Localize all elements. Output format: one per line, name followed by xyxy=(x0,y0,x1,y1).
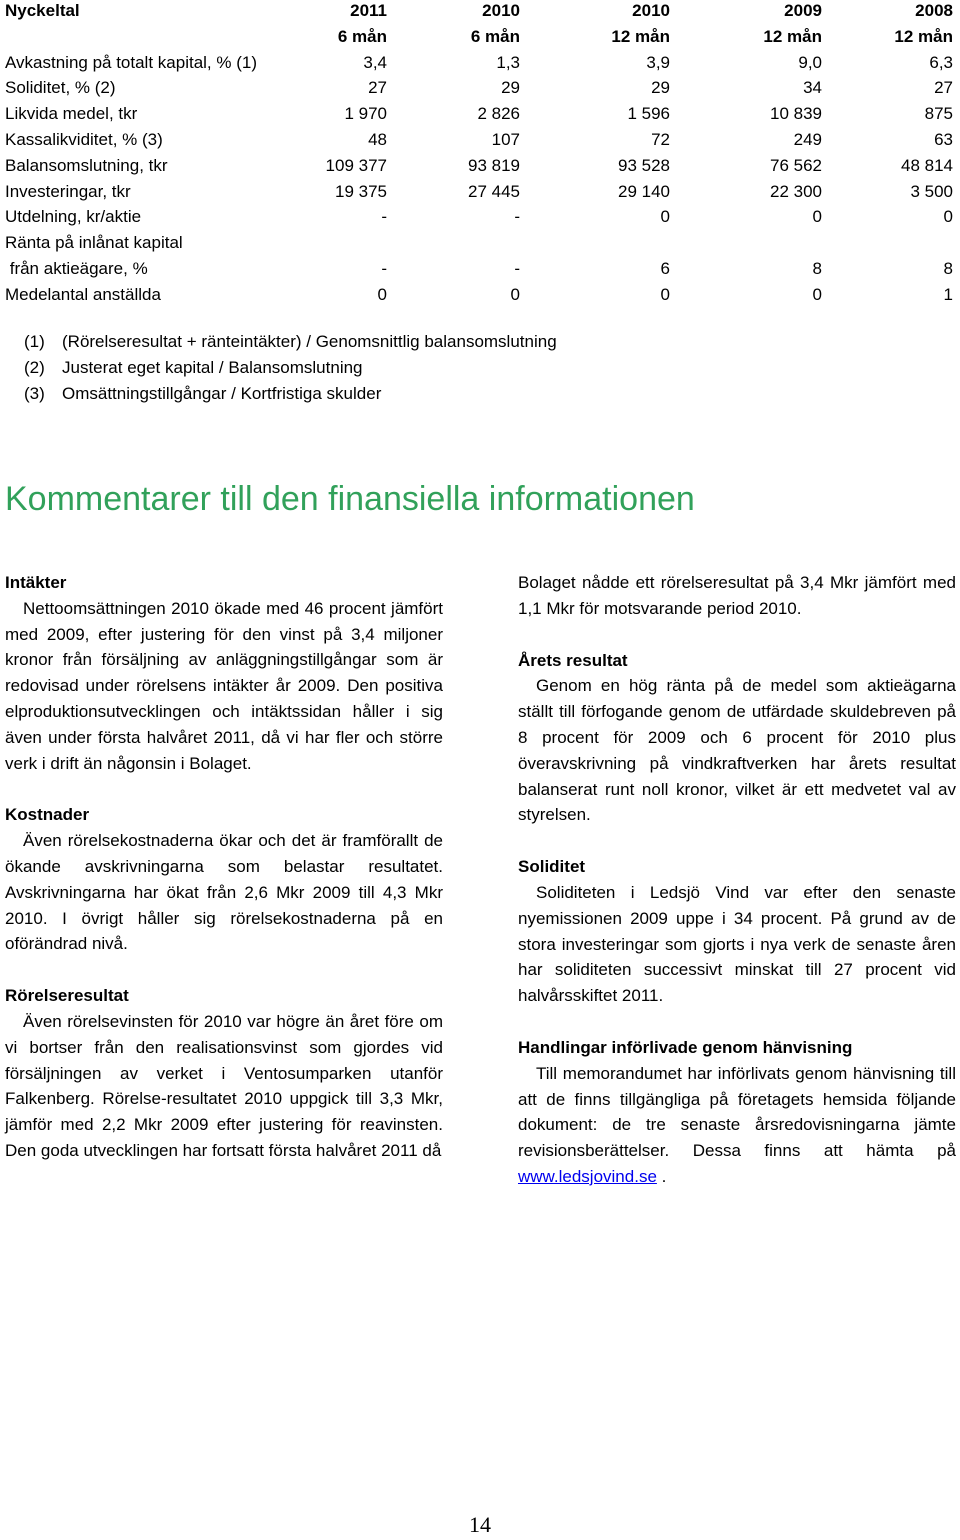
table-cell: 107 xyxy=(491,129,520,149)
table-row xyxy=(5,127,953,153)
intakter-heading: Intäkter xyxy=(5,573,67,592)
link-suffix: . xyxy=(656,1166,667,1186)
table-cell xyxy=(387,230,520,256)
column-period: 12 mån xyxy=(611,26,670,46)
table-cell xyxy=(520,230,670,256)
column-header xyxy=(290,0,387,50)
column-period: 6 mån xyxy=(337,26,387,46)
table-cell: 1,3 xyxy=(496,52,520,72)
table-cell: 8 xyxy=(812,258,822,278)
table-cell: 72 xyxy=(651,129,670,149)
table-row xyxy=(5,282,953,308)
column-period: 12 mån xyxy=(763,26,822,46)
section-title: Kommentarer till den finansiella informationen xyxy=(5,480,695,518)
row-label: Soliditet, % (2) xyxy=(5,78,116,98)
table-row xyxy=(5,256,953,282)
table-cell: 29 xyxy=(651,78,670,98)
commentary-left-column xyxy=(5,570,443,1164)
table-cell: 6,3 xyxy=(929,52,953,72)
table-cell: 1 xyxy=(943,284,953,304)
table-cell: - xyxy=(381,258,387,278)
footnote-text: Omsättningstillgångar / Kortfristiga skulder xyxy=(62,383,382,403)
table-cell: - xyxy=(514,207,520,227)
handlingar-heading: Handlingar införlivade genom hänvisning xyxy=(518,1037,853,1057)
table-cell: 0 xyxy=(660,207,670,227)
table-cell: 34 xyxy=(803,78,822,98)
column-year: 2009 xyxy=(784,1,822,20)
table-cell: 2 826 xyxy=(477,104,520,124)
table-cell: 10 839 xyxy=(770,104,822,124)
table-cell: 48 814 xyxy=(901,155,953,175)
table-header-label: Nyckeltal xyxy=(5,1,80,20)
table-cell: 3,4 xyxy=(363,52,387,72)
table-cell: 3,9 xyxy=(646,52,670,72)
table-cell: 875 xyxy=(924,104,953,124)
intro-paragraph: Bolaget nådde ett rörelseresultat på 3,4 Mkr jämfört med 1,1 Mkr för motsvarande period 2010. xyxy=(518,573,956,618)
row-label: Investeringar, tkr xyxy=(5,181,131,201)
footnote-number: (1) xyxy=(24,332,45,351)
table-cell: 249 xyxy=(793,129,822,149)
table-cell: 3 500 xyxy=(910,181,953,201)
column-header xyxy=(822,0,953,50)
kostnader-heading: Kostnader xyxy=(5,805,90,825)
table-cell: 1 970 xyxy=(344,104,387,124)
table-row xyxy=(5,50,953,76)
table-cell: 0 xyxy=(812,284,822,304)
table-cell: 29 140 xyxy=(618,181,670,201)
table-cell: 9,0 xyxy=(798,52,822,72)
arets-resultat-heading: Årets resultat xyxy=(518,650,628,670)
footnote-text: (Rörelseresultat + ränteintäkter) / Genomsnittlig balansomslutning xyxy=(62,332,557,351)
footnote-text: Justerat eget kapital / Balansomslutning xyxy=(62,357,363,377)
footnote xyxy=(24,355,557,381)
soliditet-heading: Soliditet xyxy=(518,857,586,877)
table-cell: 109 377 xyxy=(325,155,387,175)
soliditet-paragraph: Soliditeten i Ledsjö Vind var efter den senaste nyemissionen 2009 uppe i 34 procent. På grund av de stora investeringar som gjorts i nya verk de senaste åren har soliditeten successivt minskat till 27 procent vid halvårsskiftet 2011. xyxy=(518,882,956,1006)
footnote xyxy=(24,329,557,355)
arets-resultat-paragraph: Genom en hög ränta på de medel som aktieägarna ställt till förfogande genom de utfärdade skuldebreven på 8 procent för 2009 och 6 procent för 2010 plus överavskrivning på vindkraftverken har årets resultat balanserat runt noll kronor, vilket är ett medvetet val av styrelsen. xyxy=(518,676,956,825)
row-label: Avkastning på totalt kapital, % (1) xyxy=(5,52,257,72)
table-cell: 29 xyxy=(501,78,520,98)
row-label: Medelantal anställda xyxy=(5,284,161,304)
column-period: 12 mån xyxy=(894,26,953,46)
table-row xyxy=(5,179,953,205)
table-cell: - xyxy=(381,207,387,227)
column-header xyxy=(670,0,822,50)
column-year: 2010 xyxy=(482,1,520,20)
row-label: Balansomslutning, tkr xyxy=(5,155,168,175)
footnote-number: (2) xyxy=(24,357,45,377)
table-cell: 27 xyxy=(368,78,387,98)
table-cell: 0 xyxy=(377,284,387,304)
table-cell: 27 445 xyxy=(468,181,520,201)
column-year: 2008 xyxy=(915,1,953,20)
row-label: Likvida medel, tkr xyxy=(5,104,138,124)
column-period: 6 mån xyxy=(470,26,520,46)
column-header xyxy=(520,0,670,50)
footnote xyxy=(24,381,557,407)
table-cell: 63 xyxy=(934,129,953,149)
page-number: 14 xyxy=(469,1512,491,1537)
table-row xyxy=(5,101,953,127)
table-cell: 93 819 xyxy=(468,155,520,175)
row-label: Kassalikviditet, % (3) xyxy=(5,129,163,149)
table-row xyxy=(5,75,953,101)
column-header xyxy=(387,0,520,50)
key-figures-table xyxy=(5,0,953,308)
table-cell: 27 xyxy=(934,78,953,98)
row-label: Ränta på inlånat kapital xyxy=(5,233,183,253)
rorelseresultat-heading: Rörelseresultat xyxy=(5,986,129,1006)
table-row xyxy=(5,230,953,256)
row-label: Utdelning, kr/aktie xyxy=(5,207,142,227)
website-link[interactable]: www.ledsjovind.se xyxy=(518,1166,657,1186)
table-cell: 22 300 xyxy=(770,181,822,201)
commentary-right-column xyxy=(518,570,956,1190)
table-cell xyxy=(822,230,953,256)
column-year: 2011 xyxy=(350,1,387,20)
table-cell: 6 xyxy=(660,258,670,278)
rorelseresultat-paragraph: Även rörelsevinsten för 2010 var högre än året före om vi bortser från den realisationsvinst som gjordes vid försäljningen av verket i Ventosumparken utanför Falkenberg. Rörelse-resultatet 2010 uppgick till 3,3 Mkr, jämför med 2,2 Mkr 2009 efter justering för reavinsten. Den goda utvecklingen har fortsatt första halvåret 2011 då xyxy=(5,1011,443,1160)
table-cell: 76 562 xyxy=(770,155,822,175)
table-row xyxy=(5,204,953,230)
footnote-number: (3) xyxy=(24,383,45,403)
table-header-row xyxy=(5,0,953,50)
intakter-paragraph: Nettoomsättningen 2010 ökade med 46 procent jämfört med 2009, efter justering för den vinst på 3,4 miljoner kronor från försäljning av anläggningstillgångar som är redovisad under rörelsens intäkter år 2009. Den positiva elproduktionsutvecklingen och intäktssidan håller i sig även under första halvåret 2011, då vi har fler och större verk i drift än någonsin i Bolaget. xyxy=(5,598,443,773)
table-cell xyxy=(290,230,387,256)
table-cell: - xyxy=(514,258,520,278)
table-cell: 48 xyxy=(368,129,387,149)
table-cell: 93 528 xyxy=(618,155,670,175)
table-cell: 0 xyxy=(510,284,520,304)
table-cell: 8 xyxy=(943,258,953,278)
table-cell: 0 xyxy=(660,284,670,304)
table-cell: 0 xyxy=(943,207,953,227)
table-row xyxy=(5,153,953,179)
kostnader-paragraph: Även rörelsekostnaderna ökar och det är framförallt de ökande avskrivningarna som belastar resultatet. Avskrivningarna har ökat från 2,6 Mkr 2009 till 4,3 Mkr 2010. I övrigt håller sig rörelsekostnaderna på en oförändrad nivå. xyxy=(5,831,443,954)
table-cell: 19 375 xyxy=(335,181,387,201)
table-cell xyxy=(670,230,822,256)
table-cell: 1 596 xyxy=(627,104,670,124)
handlingar-text: Till memorandumet har införlivats genom hänvisning till att de finns tillgängliga på företagets hemsida följande dokument: de tre senaste årsredovisningarna jämte revisionsberättelser. Dessa finns att hämta på xyxy=(518,1063,956,1161)
table-cell: 0 xyxy=(812,207,822,227)
handlingar-paragraph xyxy=(518,1061,956,1190)
column-year: 2010 xyxy=(632,1,670,20)
row-label: från aktieägare, % xyxy=(5,258,148,278)
footnotes xyxy=(24,329,557,406)
